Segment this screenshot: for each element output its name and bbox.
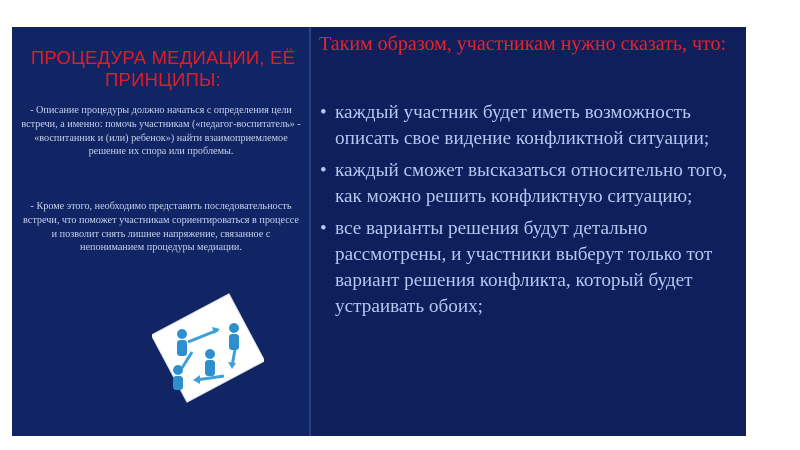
left-panel [12,27,311,436]
bullet-dot: • [320,102,327,123]
bullet-text: каждый сможет высказаться относительно того, как можно решить конфликтную ситуацию; [335,160,728,207]
bullet-item-2 [319,158,744,210]
bullet-text: каждый участник будет иметь возможность описать свое видение конфликтной ситуации; [335,102,710,149]
people-network-icon [152,292,264,404]
left-paragraph-2: - Кроме этого, необходимо представить последовательность встречи, что поможет участникам сориентироваться в процессе и позволит снять лишнее напряжение, связанное с непониманием процедуры медиации. [23,201,299,254]
bullet-text: все варианты решения будут детально рассмотрены, и участники выберут только тот вариант решения конфликта, который будет устраивать обоих; [335,218,713,317]
left-panel-title: ПРОЦЕДУРА МЕДИАЦИИ, ЕЁ ПРИНЦИПЫ: [30,47,296,90]
bullet-list [319,100,744,326]
slide [12,27,746,436]
bullet-dot: • [320,160,327,181]
left-paragraph-1: - Описание процедуры должно начаться с определения цели встречи, а именно: помочь участникам («педагог-воспитатель» - «воспитанник и (или) ребенок») найти взаимоприемлемое решение их спора или проблемы. [21,105,301,158]
bullet-item-1 [319,100,744,152]
bullet-dot: • [320,218,327,239]
bullet-item-3 [319,216,744,320]
right-panel-title: Таким образом, участникам нужно сказать, что: [319,33,727,55]
